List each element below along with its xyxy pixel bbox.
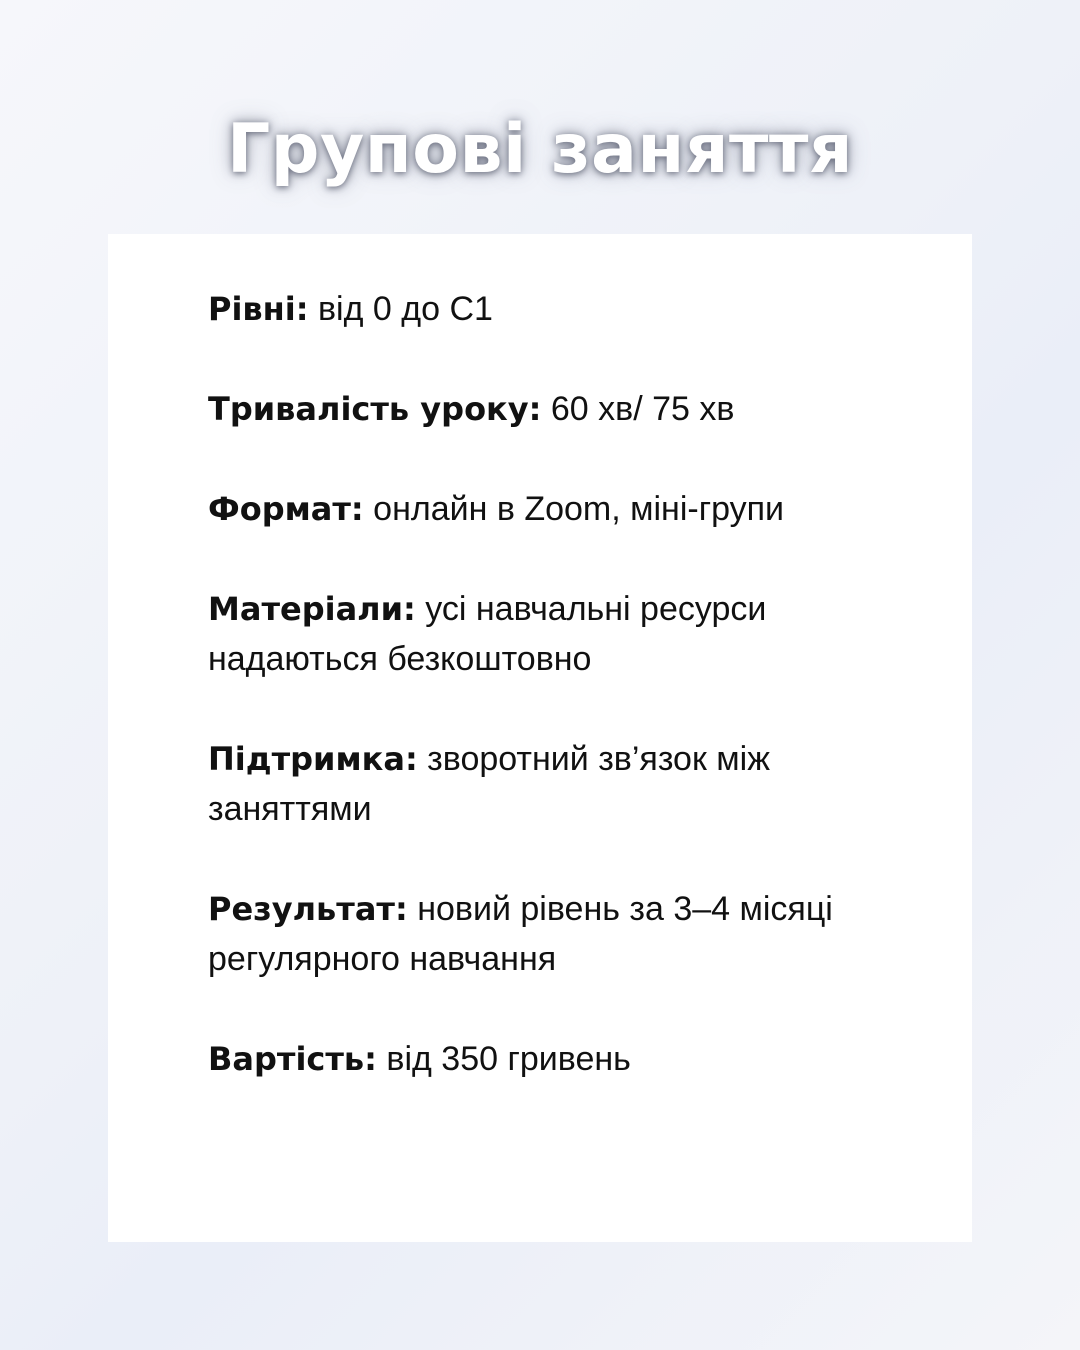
info-value: від 350 гривень [376, 1040, 631, 1078]
info-item-price [208, 1034, 872, 1084]
info-value: онлайн в Zoom, міні-групи [363, 490, 785, 528]
info-value: новий рівень за 3–4 місяці регулярного навчання [208, 890, 833, 978]
info-card [108, 234, 972, 1242]
info-item-duration [208, 384, 872, 434]
info-item-support [208, 734, 872, 834]
info-value: 60 хв/ 75 хв [541, 390, 735, 428]
info-label: Підтримка: [208, 740, 418, 778]
info-label: Результат: [208, 890, 408, 928]
info-label: Формат: [208, 490, 364, 528]
info-item-levels [208, 284, 872, 334]
info-value: усі навчальні ресурси надаються безкоштовно [208, 590, 767, 678]
info-label: Матеріали: [208, 590, 416, 628]
info-item-result [208, 884, 872, 984]
info-item-materials [208, 584, 872, 684]
info-value: зворотний зв’язок між заняттями [208, 740, 770, 828]
page-title: Групові заняття [226, 110, 854, 189]
info-label: Тривалість уроку: [208, 390, 542, 428]
info-label: Вартість: [208, 1040, 377, 1078]
info-value: від 0 до С1 [308, 290, 493, 328]
info-label: Рівні: [208, 290, 309, 328]
info-item-format [208, 484, 872, 534]
